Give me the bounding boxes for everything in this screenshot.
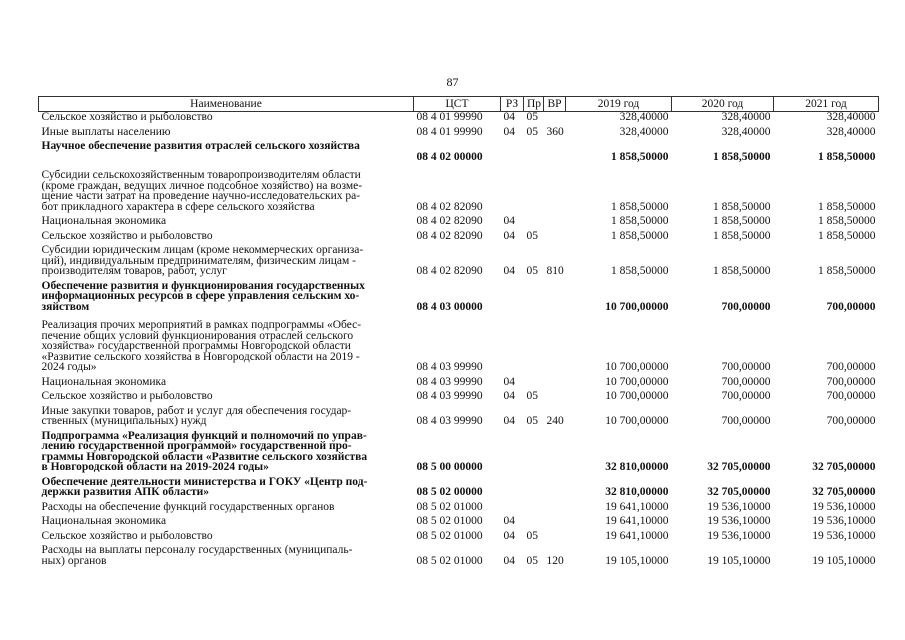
row-rz: 04 [503, 415, 515, 427]
row-2019: 19 641,10000 [605, 515, 669, 527]
row-cst: 08 4 01 99990 [416, 111, 483, 123]
row-pr [524, 373, 544, 388]
row-name: Сельское хозяйство и рыболовство [41, 390, 213, 402]
row-cst: 08 5 02 01000 [416, 554, 483, 567]
row-vr: 120 [546, 554, 564, 567]
row-name: Сельское хозяйство и рыболовство [41, 229, 213, 242]
row-rz: 04 [503, 515, 515, 527]
row-2019: 1 858,50000 [611, 150, 669, 163]
row-pr [524, 512, 544, 527]
row-cst: 08 5 02 01000 [416, 500, 483, 513]
row-pr: 05 [526, 390, 538, 402]
row-2020: 1 858,50000 [713, 229, 771, 242]
row-name: Реализация прочих мероприятий в рамках подпрограммы «Обес- печение общих условий функционирования отраслей сельского хозяйства» государственной программы Новгородской области «Развитие сельского хозяйства в Новгородской области на 2019 - 2024 годы» [41, 319, 362, 373]
row-vr [544, 137, 566, 162]
table-row [39, 498, 879, 513]
row-2021: 32 705,00000 [812, 461, 876, 473]
row-rz [501, 162, 524, 212]
row-2019: 19 641,10000 [605, 500, 669, 513]
row-name: Национальная экономика [41, 375, 167, 388]
row-2020: 700,00000 [721, 390, 771, 402]
row-2019: 328,40000 [619, 111, 669, 123]
row-2021: 19 536,10000 [812, 500, 876, 513]
row-2019: 10 700,00000 [605, 415, 669, 427]
row-vr [544, 373, 566, 388]
row-name: Расходы на выплаты персоналу государственных (муниципаль- ных) органов [41, 544, 353, 567]
row-name: Обеспечение развития и функционирования государственных информационных ресурсов в сфере управления сельским хо- зяйством [41, 279, 365, 313]
row-2019: 328,40000 [619, 125, 669, 138]
row-pr [524, 498, 544, 513]
row-pr: 05 [526, 265, 538, 277]
table-row [39, 541, 879, 566]
row-pr [524, 277, 544, 313]
row-rz: 04 [503, 554, 515, 567]
row-2020: 19 105,10000 [707, 554, 771, 567]
table-header-row [39, 97, 879, 112]
row-vr [544, 512, 566, 527]
row-pr: 05 [526, 125, 538, 138]
row-pr: 05 [526, 229, 538, 242]
row-pr: 05 [526, 111, 538, 123]
row-rz: 04 [503, 229, 515, 242]
row-2019: 1 858,50000 [611, 200, 669, 213]
page-number: 87 [446, 75, 459, 89]
row-2021: 1 858,50000 [818, 229, 876, 242]
row-2020: 19 536,10000 [707, 500, 771, 513]
row-vr [544, 312, 566, 373]
row-rz: 04 [503, 111, 515, 123]
row-2020: 700,00000 [721, 415, 771, 427]
row-2021: 19 105,10000 [812, 554, 876, 567]
table-row [39, 123, 879, 138]
row-2020: 700,00000 [721, 300, 771, 313]
row-2021: 1 858,50000 [818, 150, 876, 163]
row-name: Сельское хозяйство и рыболовство [41, 111, 213, 123]
row-2019: 19 105,10000 [605, 554, 669, 567]
row-pr [524, 162, 544, 212]
table-row [39, 402, 879, 427]
row-rz: 04 [503, 265, 515, 277]
header-vr: ВР [544, 97, 566, 112]
row-rz [501, 277, 524, 313]
row-2019: 1 858,50000 [611, 229, 669, 242]
row-2020: 328,40000 [721, 125, 771, 138]
row-vr [544, 162, 566, 212]
table-row [39, 512, 879, 527]
row-rz: 04 [503, 529, 515, 542]
row-name: Расходы на обеспечение функций государственных органов [41, 500, 335, 513]
table-row [39, 212, 879, 227]
row-2021: 700,00000 [826, 361, 876, 373]
row-name: Субсидии юридическим лицам (кроме некоммерческих организа- ций), индивидуальным предпринимателям, физическим лицам - производителям товаров, работ, услуг [41, 244, 364, 277]
row-2021: 700,00000 [826, 415, 876, 427]
row-vr [544, 473, 566, 498]
row-2020: 1 858,50000 [713, 265, 771, 277]
header-pr: Пр [524, 97, 544, 112]
row-rz: 04 [503, 375, 515, 388]
row-2021: 32 705,00000 [812, 486, 876, 498]
row-name: Подпрограмма «Реализация функций и полномочий по управ- лению государственной программой» государственной про- граммы Новгородской области «Развитие сельского хозяйства в Новгородской области на 2019-2024 годы» [41, 429, 368, 473]
row-2020: 19 536,10000 [707, 529, 771, 542]
table-row [39, 427, 879, 473]
row-pr [524, 312, 544, 373]
row-vr: 240 [546, 415, 564, 427]
row-2019: 10 700,00000 [605, 300, 669, 313]
row-vr: 810 [546, 265, 564, 277]
row-2020: 328,40000 [721, 111, 771, 123]
row-2021: 19 536,10000 [812, 529, 876, 542]
row-name: Научное обеспечение развития отраслей сельского хозяйства [41, 140, 360, 152]
table-row [39, 112, 879, 123]
row-pr: 05 [526, 529, 538, 542]
row-cst: 08 5 02 00000 [416, 486, 483, 498]
row-2019: 10 700,00000 [605, 375, 669, 388]
row-name: Субсидии сельскохозяйственным товаропроизводителям области (кроме граждан, ведущих личное подсобное хозяйство) на возме- щение части затрат на проведение научно-исследовательских ра- бот прикладного характера в сфере сельского хозяйства [41, 169, 363, 213]
row-vr [544, 227, 566, 242]
row-rz [501, 427, 524, 473]
row-cst: 08 5 02 01000 [416, 529, 483, 542]
row-name: Иные выплаты населению [41, 125, 171, 138]
header-rz: РЗ [501, 97, 524, 112]
header-2020: 2020 год [672, 97, 774, 112]
row-vr [544, 387, 566, 402]
row-pr: 05 [526, 554, 538, 567]
row-2021: 700,00000 [826, 375, 876, 388]
row-2020: 32 705,00000 [707, 461, 771, 473]
row-cst: 08 4 03 99990 [416, 375, 483, 388]
row-cst: 08 5 02 01000 [416, 515, 483, 527]
row-2020: 1 858,50000 [713, 215, 771, 227]
row-pr: 05 [526, 415, 538, 427]
row-cst: 08 4 02 82090 [416, 265, 483, 277]
row-rz: 04 [503, 215, 515, 227]
row-rz [501, 137, 524, 162]
row-2019: 32 810,00000 [605, 461, 669, 473]
row-vr: 360 [546, 125, 564, 138]
row-2021: 700,00000 [826, 300, 876, 313]
row-2021: 328,40000 [826, 111, 876, 123]
row-2019: 1 858,50000 [611, 265, 669, 277]
table-row [39, 473, 879, 498]
row-rz [501, 312, 524, 373]
table-row [39, 312, 879, 373]
row-cst: 08 5 00 00000 [416, 461, 483, 473]
row-name: Национальная экономика [41, 215, 167, 227]
row-cst: 08 4 03 99990 [416, 361, 483, 373]
table-row [39, 162, 879, 212]
budget-table [38, 96, 879, 566]
row-cst: 08 4 03 99990 [416, 390, 483, 402]
table-row [39, 527, 879, 542]
row-vr [544, 498, 566, 513]
row-2020: 1 858,50000 [713, 200, 771, 213]
row-cst: 08 4 01 99990 [416, 125, 483, 138]
table-row [39, 137, 879, 162]
header-cst: ЦСТ [414, 97, 501, 112]
table-row [39, 227, 879, 242]
row-2020: 1 858,50000 [713, 150, 771, 163]
table-row [39, 241, 879, 277]
row-2020: 32 705,00000 [707, 486, 771, 498]
header-2021: 2021 год [774, 97, 879, 112]
table-row [39, 387, 879, 402]
row-vr [544, 212, 566, 227]
row-cst: 08 4 03 99990 [416, 415, 483, 427]
row-2020: 700,00000 [721, 375, 771, 388]
row-2019: 10 700,00000 [605, 361, 669, 373]
row-name: Сельское хозяйство и рыболовство [41, 529, 213, 542]
row-rz: 04 [503, 390, 515, 402]
row-2019: 1 858,50000 [611, 215, 669, 227]
row-2021: 700,00000 [826, 390, 876, 402]
row-2019: 32 810,00000 [605, 486, 669, 498]
row-2021: 19 536,10000 [812, 515, 876, 527]
row-cst: 08 4 02 00000 [416, 150, 483, 163]
row-pr [524, 427, 544, 473]
row-2021: 1 858,50000 [818, 265, 876, 277]
row-rz [501, 473, 524, 498]
row-2020: 19 536,10000 [707, 515, 771, 527]
row-vr [544, 427, 566, 473]
row-rz: 04 [503, 125, 515, 138]
header-name: Наименование [39, 97, 414, 112]
row-cst: 08 4 02 82090 [416, 215, 483, 227]
row-cst: 08 4 02 82090 [416, 200, 483, 213]
row-name: Обеспечение деятельности министерства и ГОКУ «Центр под- держки развития АПК области» [41, 475, 368, 498]
row-2021: 1 858,50000 [818, 200, 876, 213]
row-pr [524, 473, 544, 498]
row-cst: 08 4 02 82090 [416, 229, 483, 242]
row-2020: 700,00000 [721, 361, 771, 373]
row-2021: 328,40000 [826, 125, 876, 138]
row-pr [524, 137, 544, 162]
header-2019: 2019 год [566, 97, 672, 112]
row-vr [544, 527, 566, 542]
row-vr [544, 277, 566, 313]
table-row [39, 277, 879, 313]
row-vr [544, 112, 566, 123]
row-name: Иные закупки товаров, работ и услуг для обеспечения государ- ственных (муниципальных) нужд [41, 404, 352, 427]
row-rz [501, 498, 524, 513]
row-name: Национальная экономика [41, 515, 167, 527]
row-pr [524, 212, 544, 227]
row-cst: 08 4 03 00000 [416, 300, 483, 313]
table-row [39, 373, 879, 388]
row-2021: 1 858,50000 [818, 215, 876, 227]
row-2019: 10 700,00000 [605, 390, 669, 402]
row-2019: 19 641,10000 [605, 529, 669, 542]
